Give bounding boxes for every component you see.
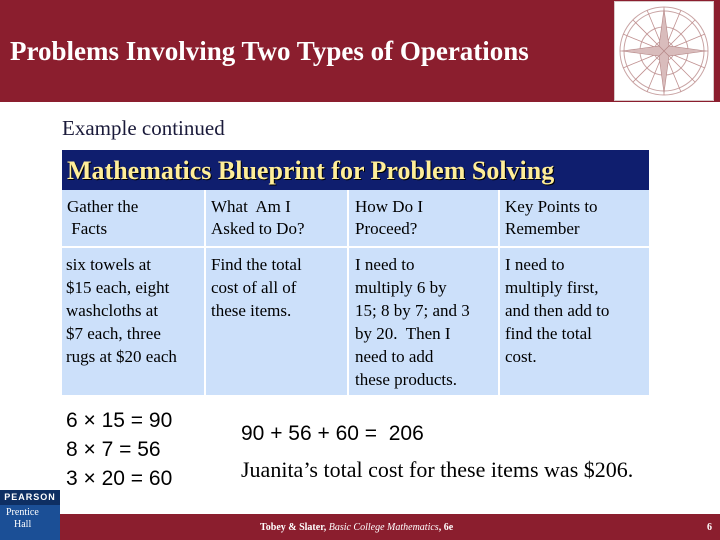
imprint-line: Prentice — [6, 507, 39, 518]
cell-key-points — [505, 253, 609, 368]
sum-equation: 90 + 56 + 60 = 206 — [241, 422, 424, 445]
mathematics-blueprint-table — [62, 150, 649, 395]
column-header-how-proceed — [355, 196, 423, 240]
column-header-key-points — [505, 196, 598, 240]
imprint-line: Hall — [14, 519, 32, 530]
footer-bar — [60, 514, 720, 540]
footer-edition: , 6e — [438, 522, 454, 533]
cell-line: $7 each, three — [66, 324, 161, 343]
header-line: How Do I — [355, 197, 423, 216]
conclusion-text: Juanita’s total cost for these items was $206. — [241, 457, 634, 482]
cell-gather-facts — [66, 253, 177, 368]
footer-authors: Tobey & Slater, — [260, 522, 329, 533]
cell-line: cost. — [505, 347, 537, 366]
publisher-brand: PEARSON — [0, 490, 60, 505]
cell-line: these products. — [355, 370, 457, 389]
cell-line: by 20. Then I — [355, 324, 451, 343]
cell-how-proceed — [355, 253, 470, 391]
cell-what-asked — [211, 253, 302, 322]
column-divider — [347, 190, 349, 395]
cell-line: six towels at — [66, 255, 151, 274]
calculation-line: 3 × 20 = 60 — [66, 467, 173, 490]
publisher-imprint — [6, 507, 39, 531]
column-header-what-asked — [211, 196, 304, 240]
cell-line: find the total — [505, 324, 592, 343]
cell-line: cost of all of — [211, 278, 297, 297]
cell-line: multiply 6 by — [355, 278, 447, 297]
header-line: What Am I — [211, 197, 291, 216]
column-header-gather-facts — [67, 196, 138, 240]
blueprint-title: Mathematics Blueprint for Problem Solving — [67, 156, 555, 185]
header-line: Key Points to — [505, 197, 598, 216]
cell-line: I need to — [355, 255, 415, 274]
cell-line: need to add — [355, 347, 434, 366]
cell-line: I need to — [505, 255, 565, 274]
cell-line: and then add to — [505, 301, 610, 320]
header-line: Facts — [67, 219, 108, 238]
cell-line: multiply first, — [505, 278, 599, 297]
footer-book-title: Basic College Mathematics — [328, 522, 439, 533]
header-line: Proceed? — [355, 219, 418, 238]
cell-line: $15 each, eight — [66, 278, 170, 297]
page-number: 6 — [707, 522, 712, 533]
cell-line: Find the total — [211, 255, 302, 274]
header-line: Remember — [505, 219, 580, 238]
header-divider — [62, 246, 649, 248]
calculation-line: 8 × 7 = 56 — [66, 438, 161, 461]
cell-line: washcloths at — [66, 301, 159, 320]
column-divider — [498, 190, 500, 395]
footer-citation — [260, 522, 453, 533]
header-line: Gather the — [67, 197, 139, 216]
multiplication-steps — [66, 406, 172, 493]
cell-line: rugs at $20 each — [66, 347, 177, 366]
header-line: Asked to Do? — [211, 219, 305, 238]
cell-line: these items. — [211, 301, 292, 320]
pearson-prentice-hall-logo — [0, 490, 60, 540]
compass-rose-icon — [614, 1, 714, 101]
column-divider — [204, 190, 206, 395]
cell-line: 15; 8 by 7; and 3 — [355, 301, 470, 320]
example-subtitle: Example continued — [62, 116, 225, 140]
calculation-line: 6 × 15 = 90 — [66, 409, 173, 432]
slide-title: Problems Involving Two Types of Operations — [10, 36, 529, 66]
slide-header — [0, 0, 720, 102]
blueprint-title-bar — [62, 150, 649, 190]
